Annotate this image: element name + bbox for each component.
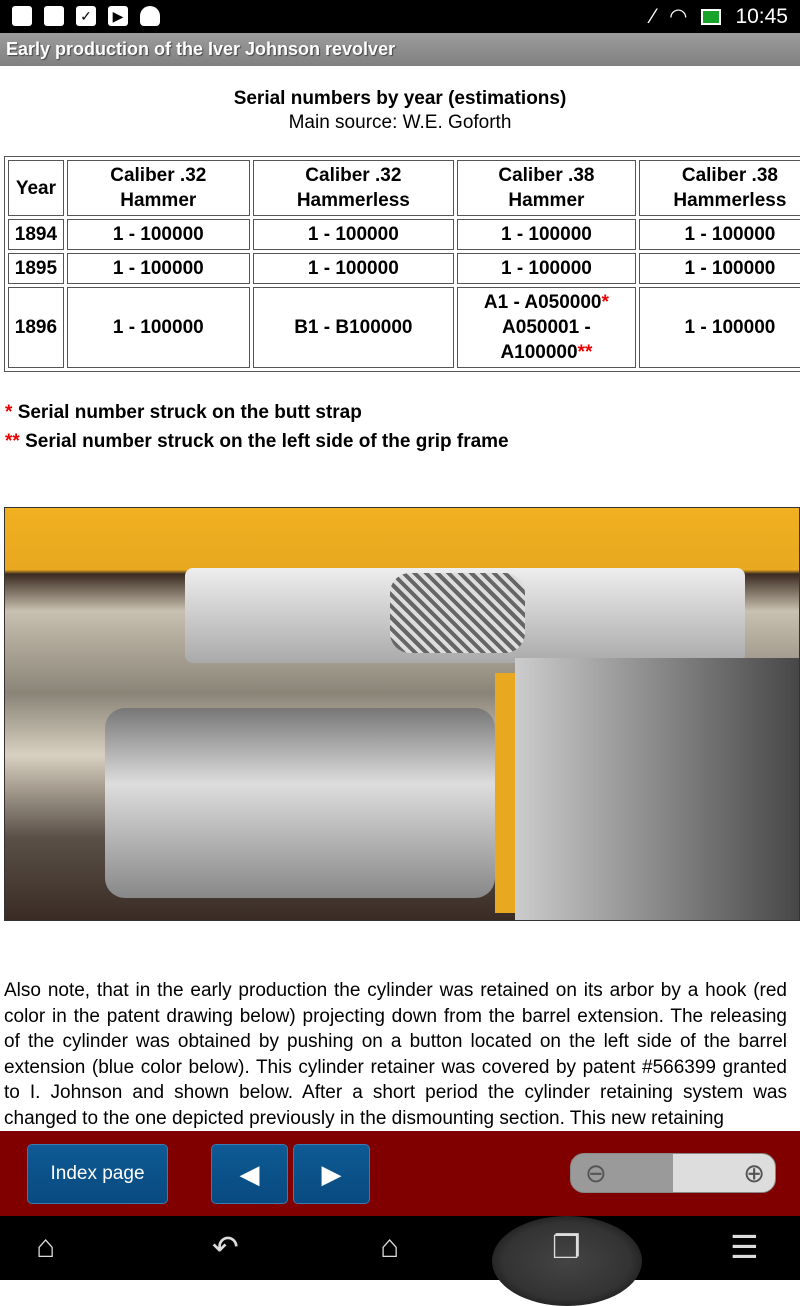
footnote-text: Serial number struck on the left side of the grip frame bbox=[25, 431, 509, 452]
cell: 1 - 100000 bbox=[639, 253, 800, 284]
index-page-button[interactable]: Index page bbox=[27, 1144, 168, 1204]
clock: 10:45 bbox=[735, 4, 788, 28]
checklist-icon: ✓ bbox=[76, 6, 96, 26]
zoom-in-icon[interactable]: ⊕ bbox=[743, 1158, 765, 1188]
table-source: Main source: W.E. Goforth bbox=[288, 112, 512, 133]
cell-line: A1 - A050000 bbox=[483, 292, 602, 313]
revolver-photo bbox=[4, 507, 800, 921]
cell: 1 - 100000 bbox=[253, 253, 454, 284]
cell-year: 1894 bbox=[8, 219, 64, 250]
cell-line: A100000 bbox=[500, 342, 578, 363]
serial-table bbox=[4, 156, 800, 372]
table-heading: Serial numbers by year (estimations) bbox=[233, 88, 567, 109]
asterisk: * bbox=[5, 402, 13, 423]
header-year: Year bbox=[8, 160, 64, 216]
recent-apps-icon[interactable]: ❐ bbox=[552, 1229, 581, 1265]
play-store-icon: ▶ bbox=[108, 6, 128, 26]
cell: B1 - B100000 bbox=[253, 287, 454, 368]
cell bbox=[457, 287, 636, 368]
header-32-hammer: Caliber .32 Hammer bbox=[67, 160, 250, 216]
cell: 1 - 100000 bbox=[253, 219, 454, 250]
next-button[interactable]: ▶ bbox=[293, 1144, 370, 1204]
home-icon[interactable]: ⌂ bbox=[380, 1228, 400, 1264]
cell: 1 - 100000 bbox=[67, 253, 250, 284]
menu-icon[interactable]: ☰ bbox=[730, 1229, 759, 1265]
cell: 1 - 100000 bbox=[457, 253, 636, 284]
footnote-1 bbox=[5, 402, 362, 424]
status-bar bbox=[0, 0, 800, 33]
previous-button[interactable]: ◀ bbox=[211, 1144, 288, 1204]
wifi-icon: ◠ bbox=[669, 5, 688, 28]
battery-saver-icon bbox=[44, 6, 64, 26]
back-icon[interactable]: ↶ bbox=[212, 1229, 239, 1265]
android-icon bbox=[140, 6, 160, 26]
table-row bbox=[8, 253, 800, 284]
table-header-row bbox=[8, 160, 800, 216]
cell: 1 - 100000 bbox=[639, 219, 800, 250]
table-row bbox=[8, 219, 800, 250]
no-signal-icon: ⁄ bbox=[651, 4, 656, 28]
navigation-bar bbox=[0, 1216, 800, 1280]
header-32-hammerless: Caliber .32 Hammerless bbox=[253, 160, 454, 216]
page-title: Early production of the Iver Johnson revolver bbox=[0, 33, 800, 66]
zoom-control[interactable] bbox=[570, 1153, 776, 1193]
zoom-out-icon[interactable]: ⊖ bbox=[585, 1158, 607, 1188]
cell: 1 - 100000 bbox=[639, 287, 800, 368]
battery-icon bbox=[701, 9, 721, 25]
cell: 1 - 100000 bbox=[67, 287, 250, 368]
cell: 1 - 100000 bbox=[457, 219, 636, 250]
footnote-2 bbox=[5, 431, 509, 453]
cell-year: 1895 bbox=[8, 253, 64, 284]
web-content[interactable] bbox=[0, 66, 800, 1131]
footnote-text: Serial number struck on the butt strap bbox=[17, 402, 362, 423]
asterisk: * bbox=[601, 292, 609, 313]
double-asterisk: ** bbox=[5, 431, 20, 452]
cell: 1 - 100000 bbox=[67, 219, 250, 250]
body-text: Also note, that in the early production the cylinder was retained on its arbor by a hook (red color in the patent drawing below) projecting down from the barrel extension. The releasing of the cylinder was obtained by pushing on a button located on the left side of the barrel extension (blue color below). This cylinder retainer was covered by patent #566399 granted to I. Johnson and shown below. After a short period the cylinder retaining system was changed to the one depicted previously in the dismounting section. This new retaining bbox=[4, 980, 787, 1129]
double-asterisk: ** bbox=[577, 342, 593, 363]
table-row bbox=[8, 287, 800, 368]
cell-line: A050001 - bbox=[502, 317, 591, 338]
hide-keyboard-icon[interactable]: ⌂ bbox=[36, 1228, 56, 1264]
header-38-hammer: Caliber .38 Hammer bbox=[457, 160, 636, 216]
gallery-icon bbox=[12, 6, 32, 26]
header-38-hammerless: Caliber .38 Hammerless bbox=[639, 160, 800, 216]
cell-year: 1896 bbox=[8, 287, 64, 368]
